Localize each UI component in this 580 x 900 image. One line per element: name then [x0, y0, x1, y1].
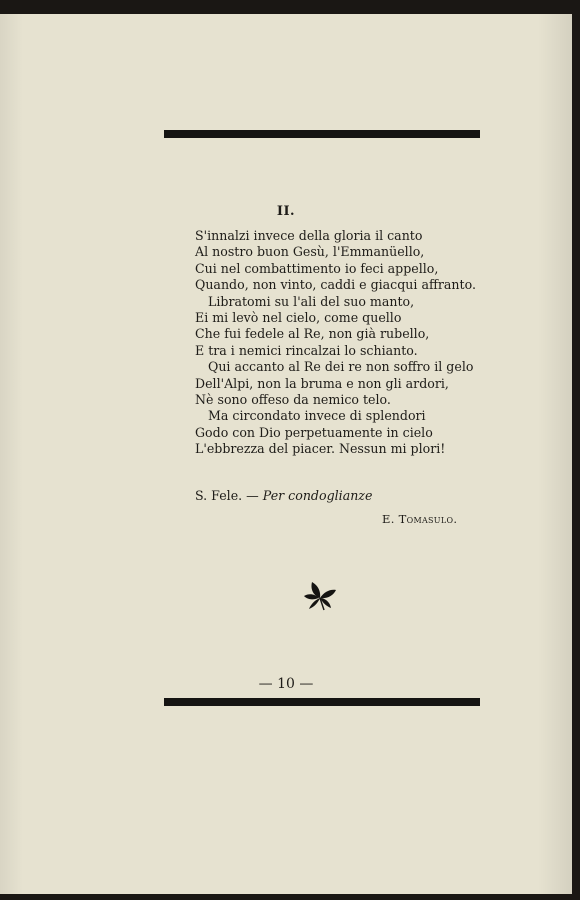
- poem-line: Al nostro buon Gesù, l'Emmanüello,: [195, 244, 425, 260]
- bottom-rule: [164, 698, 480, 706]
- poem-line: Che fui fedele al Re, non già rubello,: [195, 326, 430, 342]
- page-number: — 10 —: [258, 676, 314, 692]
- author-initial: E.: [382, 512, 395, 526]
- poem: [195, 228, 495, 458]
- poem-line: S'innalzi invece della gloria il canto: [195, 228, 423, 243]
- poem-line: Dell'Alpi, non la bruma e non gli ardori,: [195, 375, 449, 391]
- poem-line: Godo con Dio perpetuamente in cielo: [195, 424, 433, 440]
- book-page: [0, 14, 572, 894]
- author-signature: [382, 512, 457, 526]
- occasion: Per condoglianze: [262, 488, 373, 503]
- poem-line: Quando, non vinto, caddi e giacqui affranto.: [195, 277, 476, 293]
- poem-line: L'ebbrezza del piacer. Nessun mi plori!: [195, 441, 446, 457]
- poem-line: Libratomi su l'ali del suo manto,: [208, 293, 415, 309]
- poem-line: Ei mi levò nel cielo, come quello: [195, 310, 402, 326]
- section-number: II.: [276, 204, 296, 219]
- poem-line: E tra i nemici rincalzai lo schianto.: [195, 342, 418, 358]
- poem-line: Ma circondato invece di splendori: [208, 408, 426, 424]
- author-surname: Tomasulo.: [398, 512, 458, 526]
- poem-line: Qui accanto al Re dei re non soffro il gelo: [208, 359, 474, 375]
- place-and-occasion: [195, 488, 372, 503]
- top-rule: [164, 130, 480, 138]
- leaf-ornament-icon: [300, 576, 340, 616]
- poem-line: Nè sono offeso da nemico telo.: [195, 392, 391, 408]
- poem-line: Cui nel combattimento io feci appello,: [195, 260, 439, 276]
- place-name: S. Fele. —: [195, 488, 259, 503]
